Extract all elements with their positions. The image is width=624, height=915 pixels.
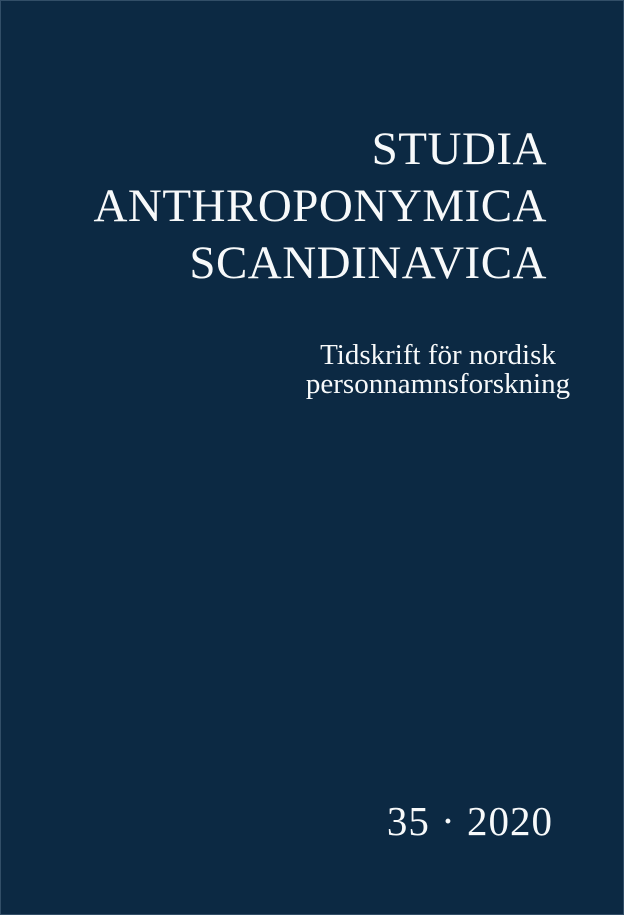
volume-year: 35 · 2020 [386, 798, 553, 844]
journal-subtitle-line-1: Tidskrift för nordisk [320, 339, 556, 371]
journal-title [93, 121, 547, 292]
journal-title-line-1: STUDIA [371, 123, 547, 175]
journal-subtitle [288, 341, 588, 399]
journal-title-line-2: ANTHROPONYMICA [93, 180, 547, 232]
journal-title-line-3: SCANDINAVICA [189, 237, 547, 289]
journal-subtitle-line-2: personnamnsforskning [305, 368, 571, 400]
